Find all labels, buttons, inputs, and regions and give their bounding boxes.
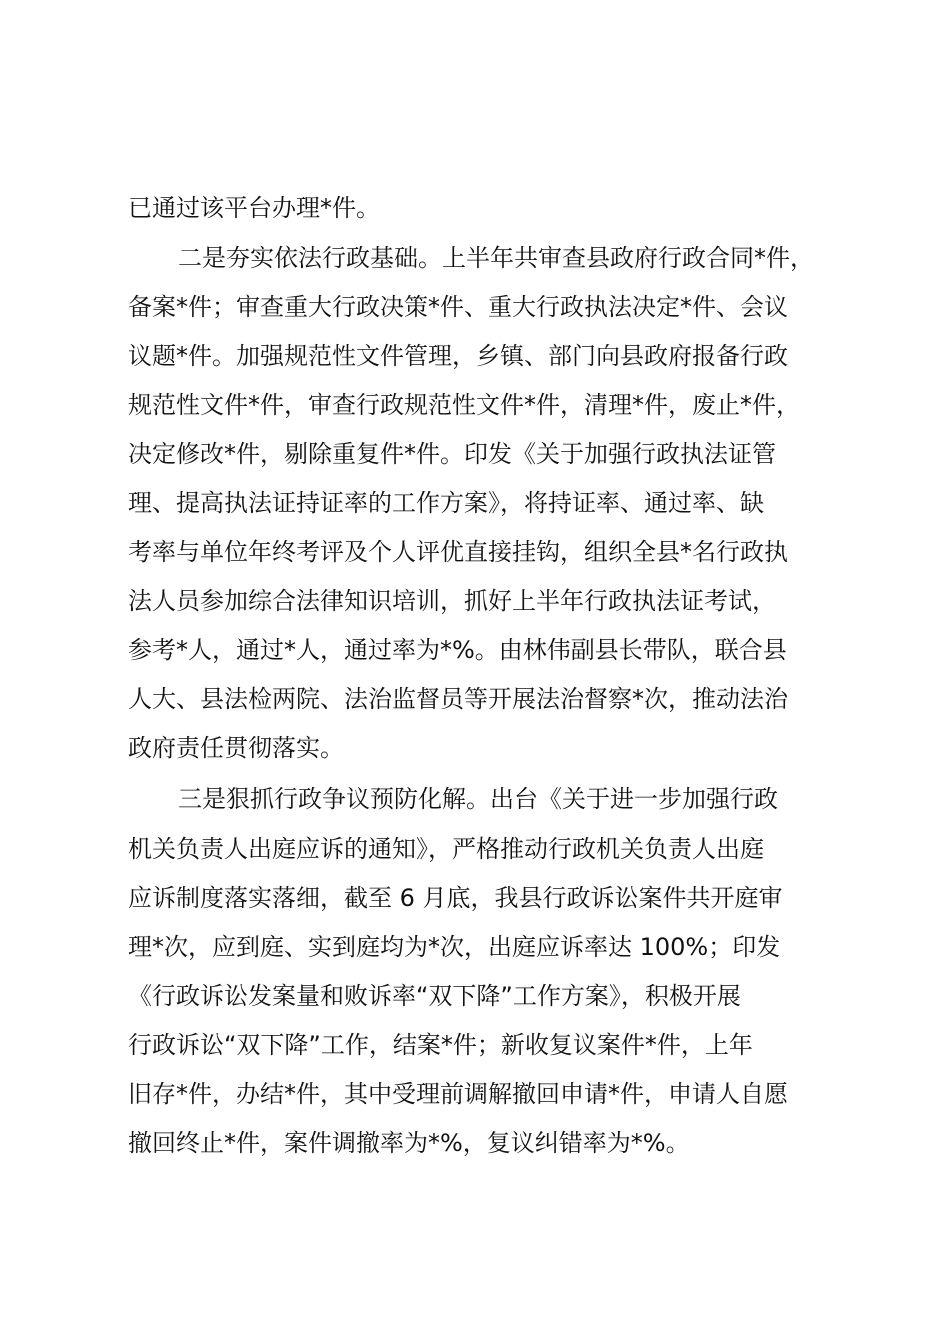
text-line-20: 撤回终止*件，案件调撤率为*%，复议纠错率为*%。 xyxy=(128,1129,690,1157)
text-line-8: 考率与单位年终考评及个人评优直接挂钩，组织全县*名行政执 xyxy=(128,538,788,566)
text-line-13: 三是狠抓行政争议预防化解。出台《关于进一步加强行政 xyxy=(178,785,778,813)
text-line-4: 议题*件。加强规范性文件管理，乡镇、部门向县政府报备行政 xyxy=(128,342,788,370)
text-line-12: 政府责任贯彻落实。 xyxy=(128,734,344,762)
text-line-15: 应诉制度落实落细，截至 6 月底，我县行政诉讼案件共开庭审 xyxy=(128,884,783,912)
text-line-16: 理*次，应到庭、实到庭均为*次，出庭应诉率达 100%；印发 xyxy=(128,933,781,961)
text-line-7: 理、提高执法证持证率的工作方案》，将持证率、通过率、缺 xyxy=(128,489,764,517)
text-line-5: 规范性文件*件，审查行政规范性文件*件，清理*件，废止*件， xyxy=(128,391,800,419)
text-line-3: 备案*件；审查重大行政决策*件、重大行政执法决定*件、会议 xyxy=(128,293,788,321)
text-line-6: 决定修改*件，剔除重复件*件。印发《关于加强行政执法证管 xyxy=(128,440,776,468)
text-line-9: 法人员参加综合法律知识培训，抓好上半年行政执法证考试， xyxy=(128,587,776,615)
text-line-10: 参考*人，通过*人，通过率为*%。由林伟副县长带队，联合县 xyxy=(128,636,787,664)
text-line-17: 《行政诉讼发案量和败诉率“双下降”工作方案》，积极开展 xyxy=(128,982,741,1010)
text-line-2: 二是夯实依法行政基础。上半年共审查县政府行政合同*件， xyxy=(178,244,814,272)
text-line-18: 行政诉讼“双下降”工作，结案*件；新收复议案件*件，上年 xyxy=(128,1031,753,1059)
text-line-11: 人大、县法检两院、法治监督员等开展法治督察*次，推动法治 xyxy=(128,685,788,713)
text-line-19: 旧存*件，办结*件，其中受理前调解撤回申请*件，申请人自愿 xyxy=(128,1080,788,1108)
text-line-14: 机关负责人出庭应诉的通知》，严格推动行政机关负责人出庭 xyxy=(128,835,764,863)
text-line-1: 已通过该平台办理*件。 xyxy=(128,194,380,222)
